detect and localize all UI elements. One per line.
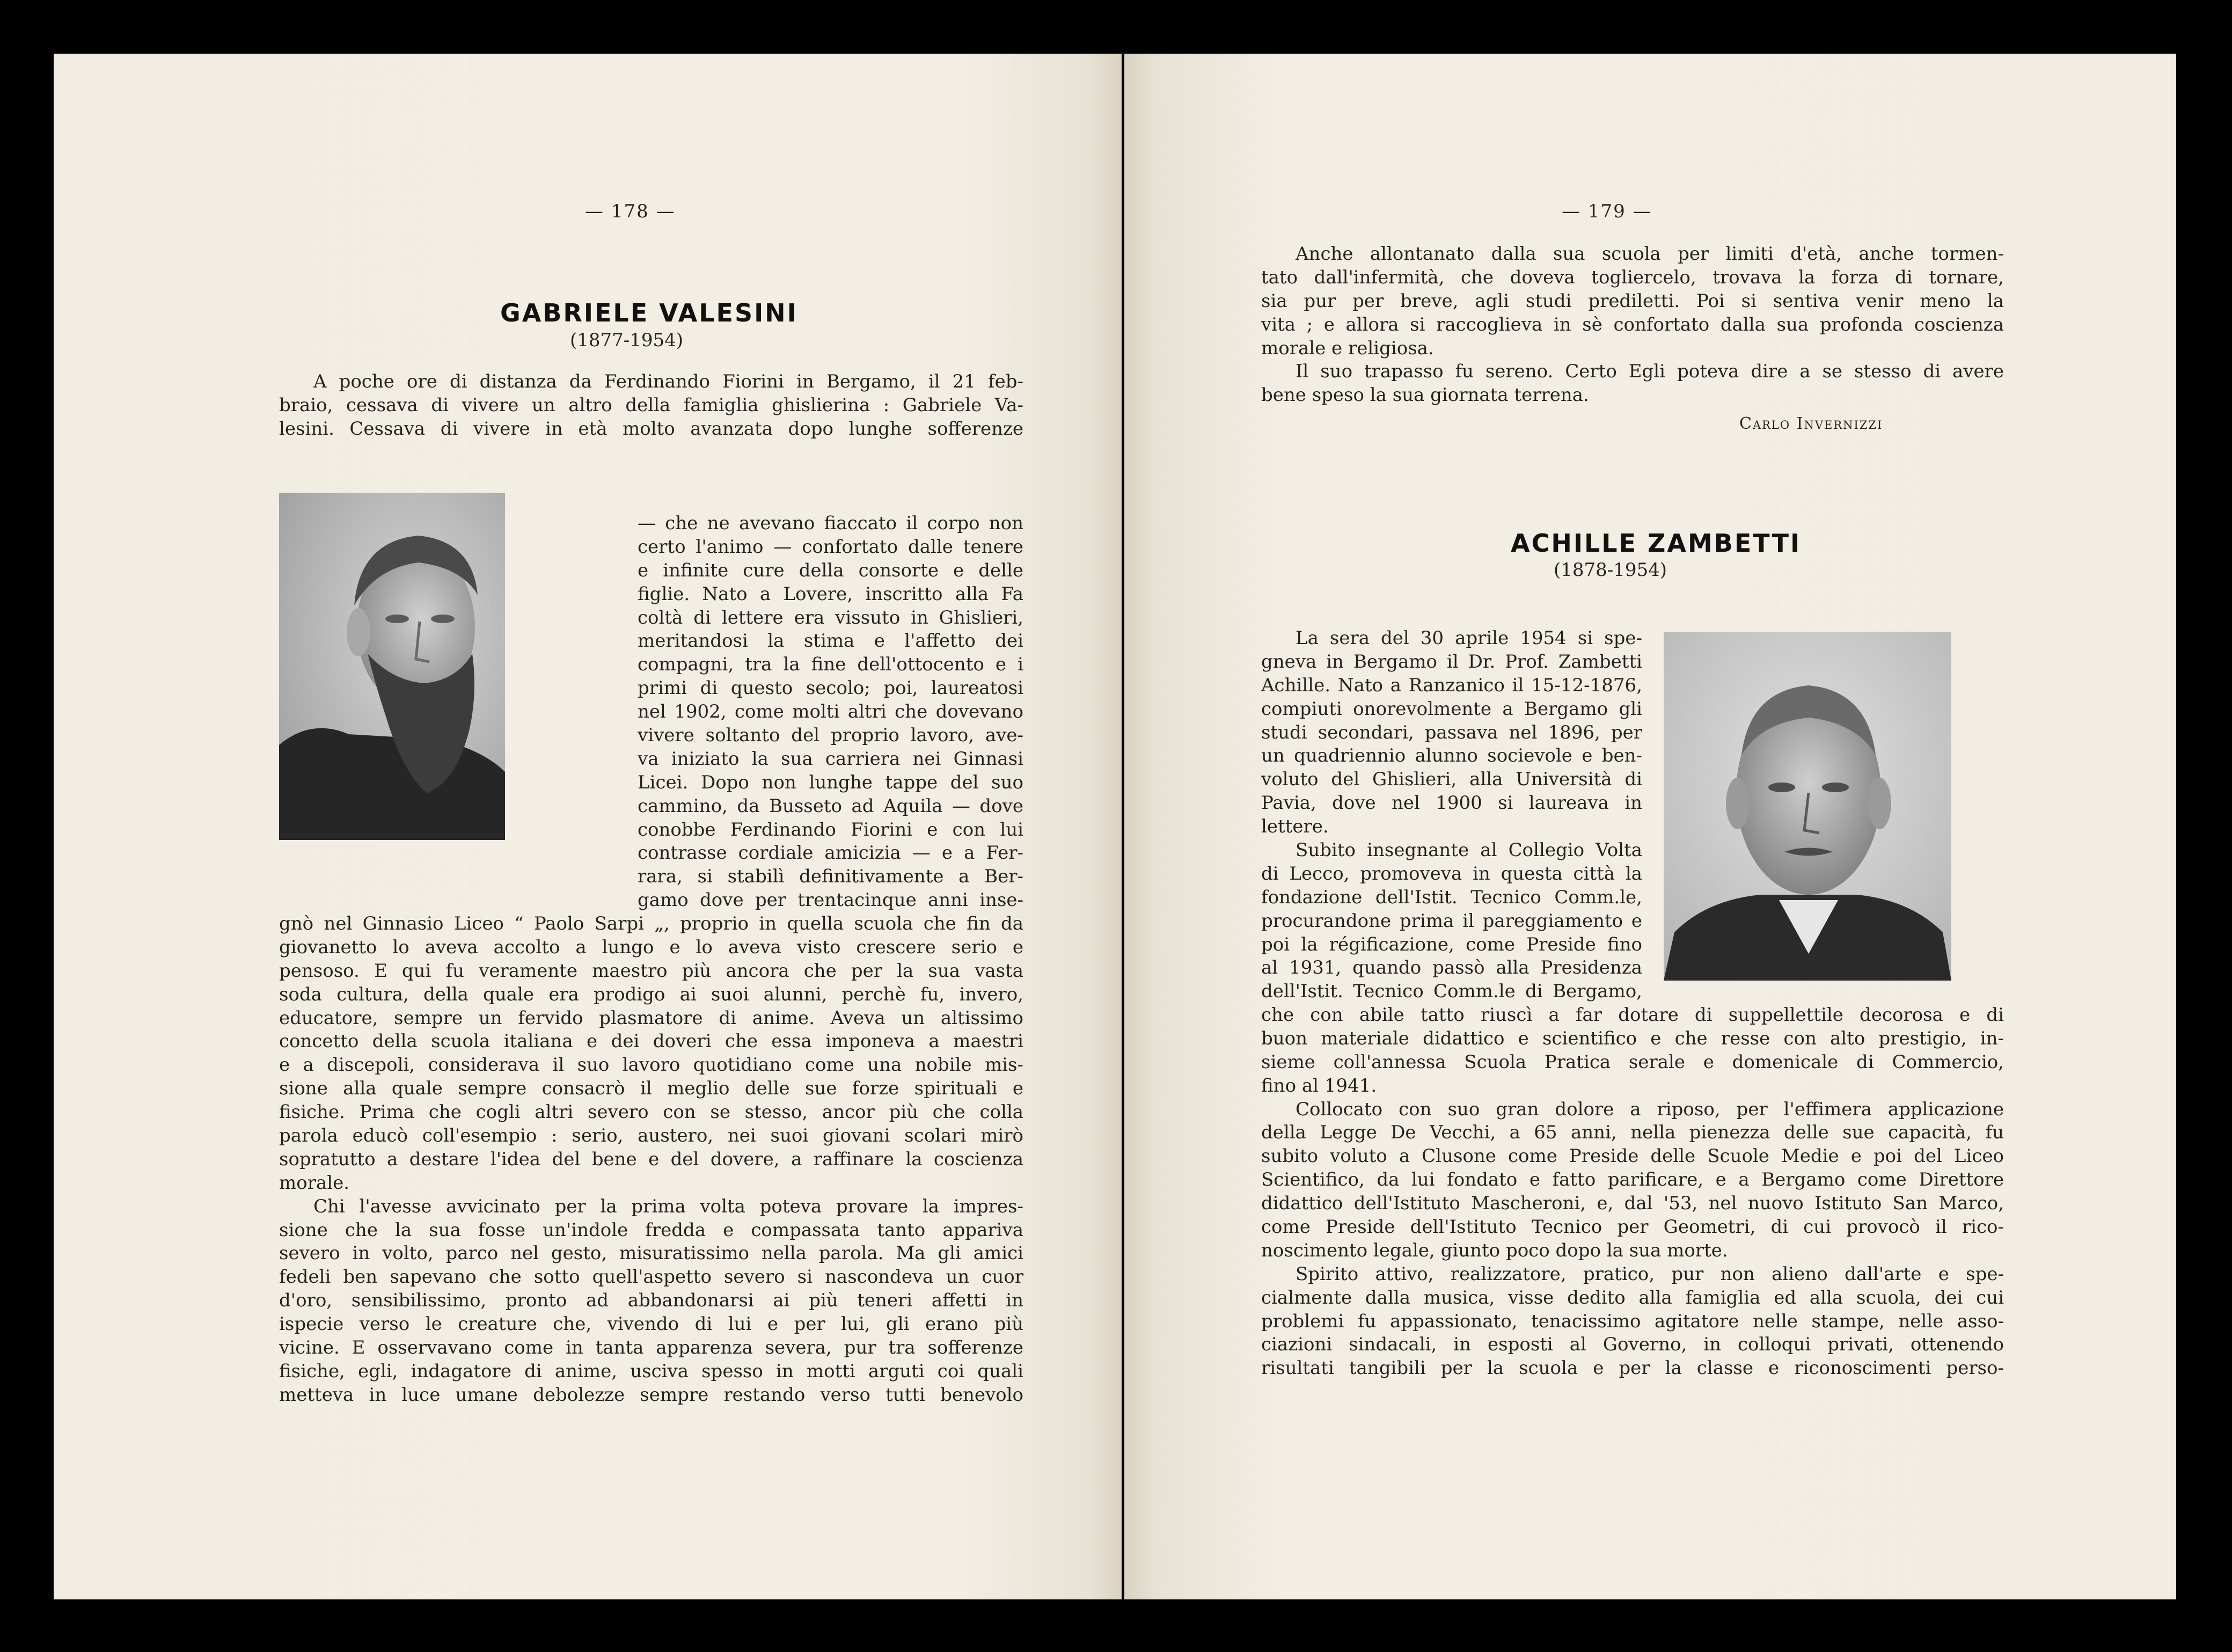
text-line: e a discepoli, considerava il suo lavoro quotidiano come una nobile mis- [279,1054,1023,1076]
text-line: — che ne avevano fiaccato il corpo non [638,513,1023,534]
text-line: certo l'animo — confortato dalle tenere [638,536,1023,558]
text-line: Achille. Nato a Ranzanico il 15-12-1876, [1261,674,1642,696]
text-line: cammino, da Busseto ad Aquila — dove [638,795,1023,817]
author-signature: Carlo Invernizzi [1739,414,1883,433]
text-line: al 1931, quando passò alla Presidenza [1261,957,1642,979]
text-line: problemi fu appassionato, tenacissimo agitatore nelle stampe, nelle asso- [1261,1310,2004,1332]
text-line: un quadriennio alunno socievole e ben- [1261,745,1642,767]
text-line: ispecie verso le creature che, vivendo di lui e per lui, gli erano più [279,1313,1023,1335]
text-line: subito voluto a Clusone come Preside delle Scuole Medie e poi del Liceo [1261,1145,2004,1167]
text-line: parola educò coll'esempio : serio, austero, nei suoi giovani scolari mirò [279,1125,1023,1147]
text-line: pensoso. E qui fu veramente maestro più ancora che per la sua vasta [279,960,1023,982]
text-line: voluto del Ghislieri, alla Università di [1261,769,1642,791]
text-line: contrasse cordiale amicizia — e a Fer- [638,842,1023,864]
text-line: compiuti onorevolmente a Bergamo gli [1261,698,1642,720]
valesini-text-top [279,370,1023,441]
text-line: fondazione dell'Istit. Tecnico Comm.le, [1261,886,1642,908]
right-page [1124,54,2176,1599]
text-line: morale e religiosa. [1261,337,1434,359]
text-line: sieme coll'annessa Scuola Pratica serale e domenicale di Commercio, [1261,1051,2004,1073]
text-line: vita ; e allora si raccoglieva in sè confortato dalla sua profonda coscienza [1261,313,2004,335]
text-line: fisiche, egli, indagatore di anime, usciva spesso in motti arguti coi quali [279,1360,1023,1382]
text-line: soda cultura, della quale era prodigo ai suoi alunni, perchè fu, invero, [279,983,1023,1005]
text-line: che con abile tatto riuscì a far dotare di suppellettile decorosa e di [1261,1004,2004,1026]
text-line: Pavia, dove nel 1900 si laureava in [1261,792,1642,814]
text-line: conobbe Ferdinando Fiorini e con lui [638,818,1023,840]
text-line: rara, si stabilì definitivamente a Ber- [638,866,1023,888]
text-line: didattico dell'Istituto Mascheroni, e, dal '53, nel nuovo Istituto San Marco, [1261,1193,2004,1215]
text-line: sia pur per breve, agli studi prediletti. Poi si sentiva venir meno la [1261,290,2004,312]
text-line: lesini. Cessava di vivere in età molto avanzata dopo lunghe sofferenze [279,418,1023,440]
text-line: va iniziato la sua carriera nei Ginnasi [638,748,1023,770]
page-number-178: — 178 — [585,201,676,222]
text-line: Licei. Dopo non lunghe tappe del suo [638,771,1023,793]
left-page [54,54,1122,1599]
zambetti-text-bottom [1261,1004,2004,1380]
text-line: dell'Istit. Tecnico Comm.le di Bergamo, [1261,981,1642,1003]
text-line: vivere soltanto del proprio lavoro, ave- [638,725,1023,747]
text-line: braio, cessava di vivere un altro della famiglia ghislierina : Gabriele Va- [279,394,1023,416]
text-line: meritandosi la stima e l'affetto dei [638,630,1023,652]
text-line: concetto della scuola italiana e dei doveri che essa imponeva a maestri [279,1030,1023,1052]
valesini-text-side [638,512,1023,912]
text-line: coltà di lettere era vissuto in Ghislieri, [638,606,1023,628]
text-line: fedeli ben sapevano che sotto quell'aspetto severo si nascondeva un cuor [279,1266,1023,1288]
portrait-photo-valesini [279,493,505,840]
text-line: morale. [279,1172,350,1194]
text-line: di Lecco, promoveva in questa città la [1261,862,1642,885]
text-line: procurandone prima il pareggiamento e [1261,910,1642,932]
text-line: gamo dove per trentacinque anni inse- [638,889,1023,911]
text-line: sopratutto a destare l'idea del bene e del dovere, a raffinare la coscienza [279,1148,1023,1170]
text-line: fino al 1941. [1261,1074,1377,1097]
portrait-photo-zambetti [1664,632,1951,981]
text-line: noscimento legale, giunto poco dopo la sua morte. [1261,1239,1728,1261]
text-line: sione alla quale sempre consacrò il meglio delle sue forze spirituali e [279,1078,1023,1100]
text-line: sione che la sua fosse un'indole fredda e compassata tanto appariva [279,1219,1023,1241]
text-line: risultati tangibili per la scuola e per la classe e riconoscimenti perso- [1261,1357,2004,1379]
text-line: A poche ore di distanza da Ferdinando Fiorini in Bergamo, il 21 feb- [313,371,1023,392]
text-line: figlie. Nato a Lovere, inscritto alla Fa [638,583,1023,605]
text-line: Anche allontanato dalla sua scuola per limiti d'età, anche tormen- [1296,243,2004,265]
text-line: vicine. E osservavano come in tanta apparenza severa, pur tra sofferenze [279,1337,1023,1359]
text-line: Collocato con suo gran dolore a riposo, per l'effimera applicazione [1296,1098,2004,1120]
text-line: gnò nel Ginnasio Liceo “ Paolo Sarpi „, proprio in quella scuola che fin da [279,913,1023,934]
text-line: educatore, sempre un fervido plasmatore di anime. Aveva un altissimo [279,1007,1023,1029]
obituary-title-zambetti: ACHILLE ZAMBETTI [1511,529,1802,558]
valesini-text-continued [1261,243,2004,407]
text-line: La sera del 30 aprile 1954 si spe- [1296,627,1642,649]
text-line: primi di questo secolo; poi, laureatosi [638,677,1023,699]
valesini-text-bottom [279,912,1023,1407]
text-line: nel 1902, come molti altri che dovevano [638,701,1023,723]
obituary-dates-valesini: (1877-1954) [570,330,684,351]
text-line: bene speso la sua giornata terrena. [1261,384,1589,406]
text-line: della Legge De Vecchi, a 65 anni, nella pienezza delle sue capacità, fu [1261,1122,2004,1144]
text-line: giovanetto lo aveva accolto a lungo e lo aveva visto crescere serio e [279,936,1023,958]
text-line: metteva in luce umane debolezze sempre restando verso tutti benevolo [279,1384,1023,1406]
text-line: Il suo trapasso fu sereno. Certo Egli poteva dire a se stesso di avere [1296,361,2004,383]
text-line: compagni, tra la fine dell'ottocento e i [638,654,1023,676]
text-line: fisiche. Prima che cogli altri severo con se stesso, ancor più che colla [279,1101,1023,1123]
obituary-dates-zambetti: (1878-1954) [1554,559,1667,581]
text-line: severo in volto, parco nel gesto, misuratissimo nella parola. Ma gli amici [279,1242,1023,1264]
text-line: e infinite cure della consorte e delle [638,559,1023,581]
text-line: come Preside dell'Istituto Tecnico per Geometri, di cui provocò il rico- [1261,1216,2004,1238]
text-line: buon materiale didattico e scientifico e che resse con alto prestigio, in- [1261,1027,2004,1049]
text-line: ciazioni sindacali, in esposti al Governo, in colloqui privati, ottenendo [1261,1334,2004,1356]
text-line: cialmente dalla musica, visse dedito alla famiglia ed alla scuola, dei cui [1261,1286,2004,1309]
text-line: lettere. [1261,816,1329,838]
text-line: poi la régificazione, come Preside fino [1261,933,1642,955]
text-line: gneva in Bergamo il Dr. Prof. Zambetti [1261,650,1642,673]
text-line: tato dall'infermità, che doveva togliercelo, trovava la forza di tornare, [1261,266,2004,288]
text-line: studi secondari, passava nel 1896, per [1261,721,1642,743]
text-line: d'oro, sensibilissimo, pronto ad abbandonarsi ai più teneri affetti in [279,1290,1023,1312]
page-number-179: — 179 — [1562,201,1652,222]
text-line: Spirito attivo, realizzatore, pratico, pur non alieno dall'arte e spe- [1296,1263,2004,1285]
text-line: Subito insegnante al Collegio Volta [1296,839,1642,861]
zambetti-text-side [1261,627,1642,1004]
text-line: Scientifico, da lui fondato e fatto parificare, e a Bergamo come Direttore [1261,1169,2004,1191]
obituary-title-valesini: GABRIELE VALESINI [500,298,798,327]
text-line: Chi l'avesse avvicinato per la prima volta poteva provare la impres- [313,1195,1023,1217]
